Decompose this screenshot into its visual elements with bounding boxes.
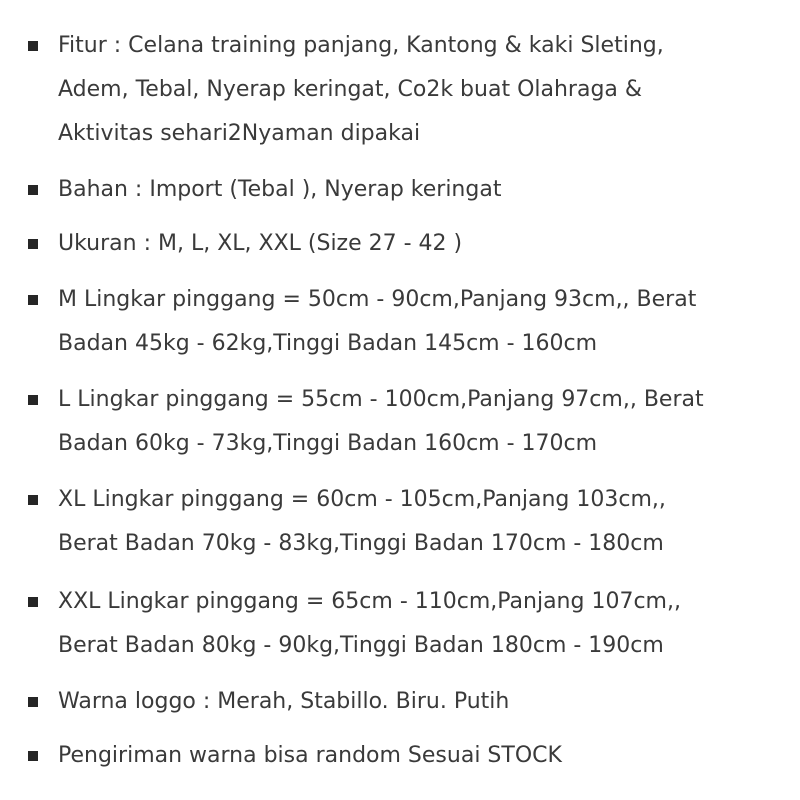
- bullet-square-icon: [28, 41, 38, 51]
- text-line: L Lingkar pinggang = 55cm - 100cm,Panjang 97cm,, Berat: [58, 387, 704, 412]
- list-item-text: [58, 168, 778, 212]
- text-line: Aktivitas sehari2Nyaman dipakai: [58, 121, 421, 146]
- bullet-square-icon: [28, 751, 38, 761]
- bullet-square-icon: [28, 185, 38, 195]
- list-item-text: [58, 478, 778, 566]
- list-item-text: [58, 734, 778, 778]
- list-item-text: [58, 222, 778, 266]
- list-item-text: [58, 24, 778, 156]
- text-line: Fitur : Celana training panjang, Kantong & kaki Sleting,: [58, 33, 664, 58]
- bullet-square-icon: [28, 239, 38, 249]
- text-line: Pengiriman warna bisa random Sesuai STOCK: [58, 743, 562, 768]
- list-item-text: [58, 278, 778, 366]
- text-line: Badan 45kg - 62kg,Tinggi Badan 145cm - 160cm: [58, 331, 598, 356]
- text-line: Adem, Tebal, Nyerap keringat, Co2k buat Olahraga &: [58, 77, 643, 102]
- text-line: M Lingkar pinggang = 50cm - 90cm,Panjang 93cm,, Berat: [58, 287, 697, 312]
- text-line: Bahan : Import (Tebal ), Nyerap keringat: [58, 177, 502, 202]
- text-line: Badan 60kg - 73kg,Tinggi Badan 160cm - 170cm: [58, 431, 598, 456]
- list-item-text: [58, 680, 778, 724]
- list-item-text: [58, 580, 778, 668]
- bullet-square-icon: [28, 395, 38, 405]
- text-line: XXL Lingkar pinggang = 65cm - 110cm,Panjang 107cm,,: [58, 589, 681, 614]
- text-line: Berat Badan 70kg - 83kg,Tinggi Badan 170cm - 180cm: [58, 531, 664, 556]
- bullet-square-icon: [28, 295, 38, 305]
- bullet-square-icon: [28, 495, 38, 505]
- text-line: Warna loggo : Merah, Stabillo. Biru. Putih: [58, 689, 510, 714]
- bullet-square-icon: [28, 697, 38, 707]
- bullet-square-icon: [28, 597, 38, 607]
- text-line: XL Lingkar pinggang = 60cm - 105cm,Panjang 103cm,,: [58, 487, 666, 512]
- text-line: Ukuran : M, L, XL, XXL (Size 27 - 42 ): [58, 231, 463, 256]
- text-line: Berat Badan 80kg - 90kg,Tinggi Badan 180cm - 190cm: [58, 633, 664, 658]
- list-item-text: [58, 378, 778, 466]
